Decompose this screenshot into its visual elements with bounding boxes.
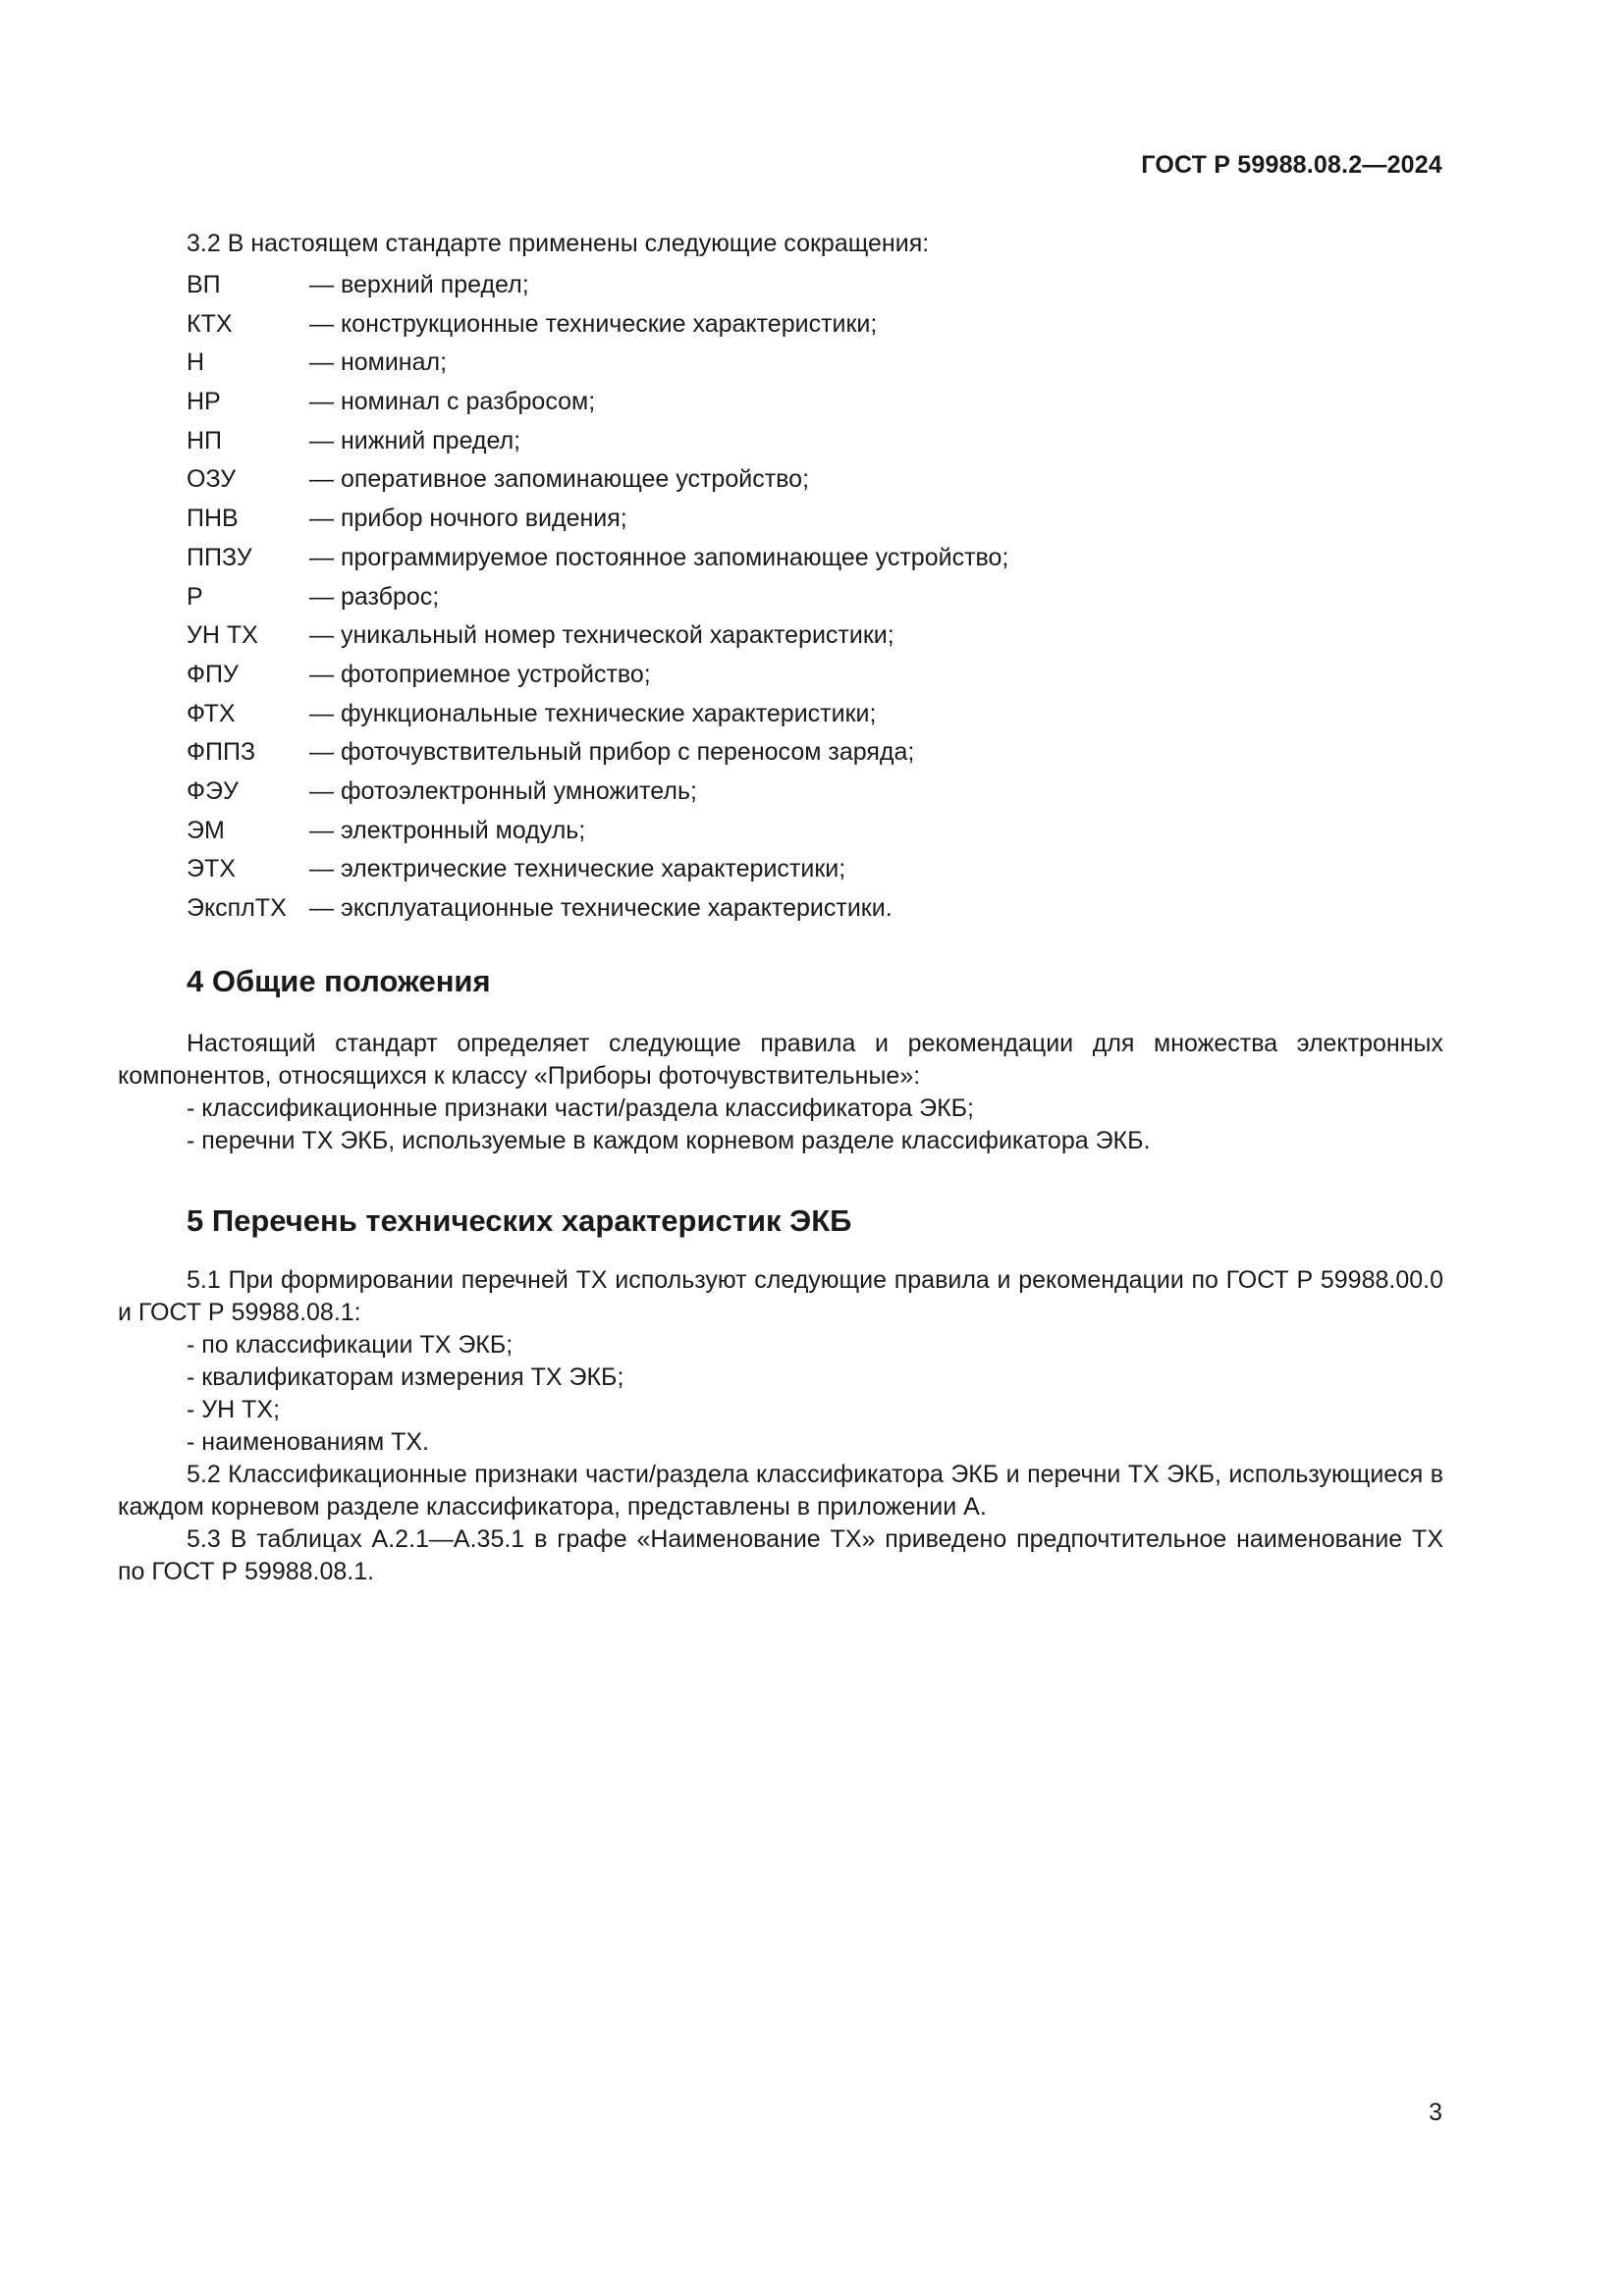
list-item: - перечни ТХ ЭКБ, используемые в каждом корневом разделе классификатора ЭКБ. [187, 1127, 1151, 1154]
section-5-body [118, 1264, 1443, 1588]
abbreviation-term: ЭМ [187, 816, 225, 844]
section-5-1-paragraph: 5.1 При формировании перечней ТХ используют следующие правила и рекомендации по ГОСТ Р 59988.00.0 и ГОСТ Р 59988.08.1: [118, 1266, 1443, 1326]
abbreviation-definition: — фотоэлектронный умножитель; [309, 776, 697, 805]
list-item [187, 695, 1008, 734]
section-5-3-paragraph: 5.3 В таблицах А.2.1—А.35.1 в графе «Наименование ТХ» приведено предпочтительное наименование ТХ по ГОСТ Р 59988.08.1. [118, 1525, 1443, 1585]
abbreviation-definition: — функциональные технические характеристики; [309, 699, 877, 727]
abbreviation-term: НП [187, 426, 223, 454]
abbreviation-definition: — номинал с разбросом; [309, 388, 596, 416]
abbreviation-definition: — конструкционные технические характеристики; [309, 309, 878, 338]
section-5-title: 5 Перечень технических характеристик ЭКБ [187, 1203, 852, 1238]
abbreviation-term: ППЗУ [187, 543, 252, 571]
abbreviations-list [187, 266, 1008, 929]
abbreviation-definition: — верхний предел; [309, 271, 529, 298]
list-item: - классификационные признаки части/раздела классификатора ЭКБ; [187, 1095, 975, 1122]
abbreviation-definition: — фотоприемное устройство; [309, 660, 651, 688]
list-item [187, 889, 1008, 929]
abbreviation-definition: — разброс; [309, 582, 440, 611]
abbreviation-definition: — электронный модуль; [309, 816, 586, 844]
abbreviation-definition: — прибор ночного видения; [309, 505, 627, 533]
abbreviation-term: ФППЗ [187, 738, 256, 767]
list-item [187, 305, 1008, 345]
list-item: - по классификации ТХ ЭКБ; [187, 1331, 514, 1359]
list-item [187, 266, 1008, 305]
abbreviation-term: ЭксплТХ [187, 894, 287, 922]
list-item [187, 422, 1008, 461]
abbreviation-term: ЭТХ [187, 855, 236, 883]
list-item: - УН ТХ; [187, 1396, 281, 1423]
list-item [187, 733, 1008, 773]
abbreviation-term: ОЗУ [187, 465, 237, 494]
abbreviation-term: ФПУ [187, 660, 239, 688]
list-item [187, 773, 1008, 812]
abbreviation-term: КТХ [187, 309, 233, 338]
list-item [187, 616, 1008, 656]
list-item [187, 344, 1008, 383]
list-item [187, 578, 1008, 617]
section-4-paragraph: Настоящий стандарт определяет следующие правила и рекомендации для множества электронных компонентов, относящихся к классу «Приборы фоточувствительные»: [118, 1030, 1443, 1090]
list-item [187, 460, 1008, 500]
abbreviation-term: ФЭУ [187, 776, 239, 805]
abbreviation-term: Н [187, 348, 205, 377]
abbreviation-term: ВП [187, 271, 221, 298]
abbreviation-term: НР [187, 388, 221, 416]
abbreviations-intro: 3.2 В настоящем стандарте применены следующие сокращения: [187, 230, 930, 257]
abbreviation-definition: — программируемое постоянное запоминающее устройство; [309, 543, 1009, 571]
abbreviation-definition: — электрические технические характеристики; [309, 855, 846, 883]
abbreviation-definition: — уникальный номер технической характеристики; [309, 621, 894, 650]
abbreviation-definition: — нижний предел; [309, 426, 521, 454]
list-item [187, 812, 1008, 851]
abbreviation-definition: — фоточувствительный прибор с переносом заряда; [309, 738, 915, 767]
section-4-body [118, 1028, 1443, 1157]
list-item [187, 539, 1008, 578]
abbreviation-term: Р [187, 582, 203, 611]
section-5-2-paragraph: 5.2 Классификационные признаки части/раздела классификатора ЭКБ и перечни ТХ ЭКБ, использующиеся в каждом корневом разделе классификатора, представлены в приложении А. [118, 1461, 1443, 1521]
list-item: - квалификаторам измерения ТХ ЭКБ; [187, 1363, 624, 1391]
abbreviation-term: УН ТХ [187, 621, 258, 650]
abbreviation-definition: — номинал; [309, 348, 448, 377]
list-item [187, 656, 1008, 695]
page-number: 3 [1429, 2099, 1442, 2126]
section-4-title: 4 Общие положения [187, 964, 491, 998]
list-item [187, 850, 1008, 889]
list-item [187, 383, 1008, 422]
abbreviation-term: ПНВ [187, 505, 239, 533]
list-item: - наименованиям ТХ. [187, 1428, 429, 1456]
list-item [187, 500, 1008, 539]
document-header: ГОСТ Р 59988.08.2—2024 [1141, 151, 1442, 179]
abbreviation-definition: — оперативное запоминающее устройство; [309, 465, 810, 494]
abbreviation-term: ФТХ [187, 699, 236, 727]
abbreviation-definition: — эксплуатационные технические характеристики. [309, 894, 893, 922]
